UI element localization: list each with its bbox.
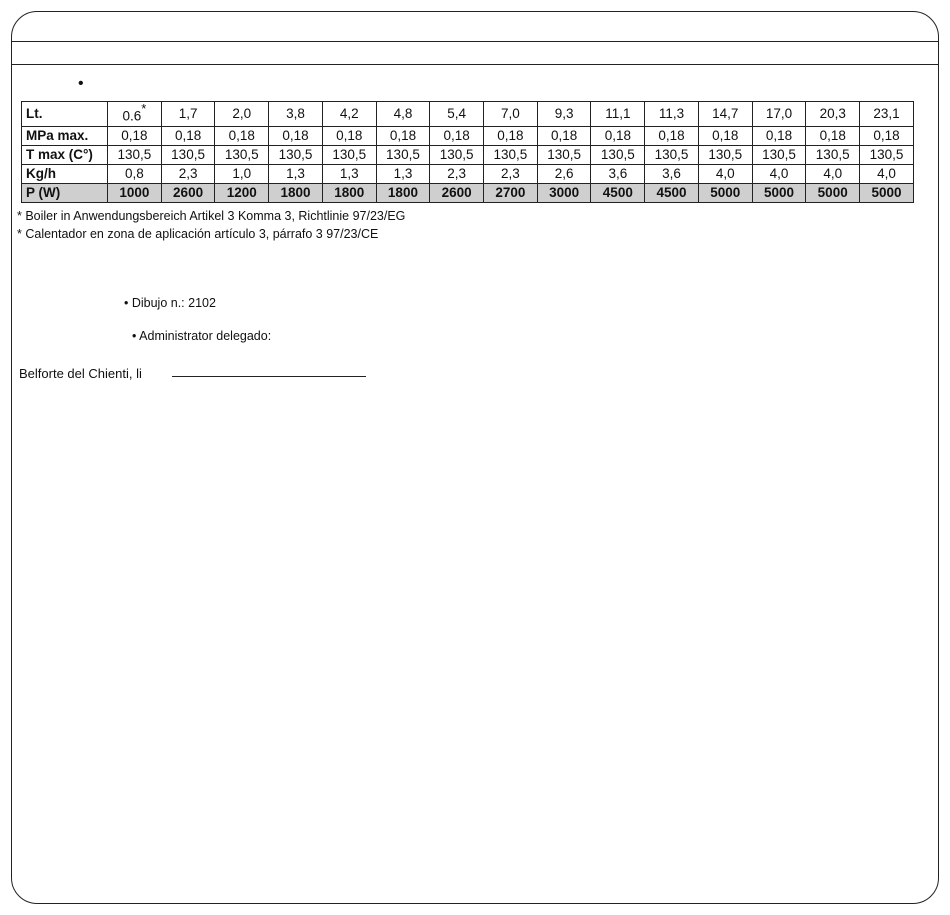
table-cell: 130,5: [215, 145, 269, 164]
table-cell: 0,18: [430, 126, 484, 145]
table-cell: 130,5: [484, 145, 538, 164]
table-row: [22, 102, 914, 127]
table-cell: 3,6: [591, 164, 645, 183]
footnote-german: * Boiler in Anwendungsbereich Artikel 3 Komma 3, Richtlinie 97/23/EG: [17, 209, 406, 223]
table-cell: 130,5: [806, 145, 860, 164]
table-cell: 1000: [108, 183, 162, 202]
row-label: T max (C°): [22, 145, 108, 164]
row-label: Kg/h: [22, 164, 108, 183]
table-cell: 4,0: [698, 164, 752, 183]
table-cell: 130,5: [537, 145, 591, 164]
table-row: [22, 183, 914, 202]
table-cell: 130,5: [591, 145, 645, 164]
table-cell: 130,5: [108, 145, 162, 164]
table-cell: 0,18: [752, 126, 806, 145]
table-cell: 0,18: [376, 126, 430, 145]
table-cell: 130,5: [322, 145, 376, 164]
table-cell: 4,0: [806, 164, 860, 183]
table-cell: 0,18: [322, 126, 376, 145]
table-cell: 4500: [591, 183, 645, 202]
table-cell: 9,3: [537, 102, 591, 127]
table-cell: 0,18: [537, 126, 591, 145]
table-cell: 5000: [698, 183, 752, 202]
table-cell: 11,1: [591, 102, 645, 127]
table-cell: 130,5: [376, 145, 430, 164]
table-cell: 2600: [430, 183, 484, 202]
table-row: [22, 126, 914, 145]
table-cell: 2,3: [161, 164, 215, 183]
table-cell: 2,3: [430, 164, 484, 183]
table-cell: 130,5: [860, 145, 914, 164]
table-cell: 0,18: [484, 126, 538, 145]
table-cell: 2,3: [484, 164, 538, 183]
table-cell: 0,8: [108, 164, 162, 183]
table-cell: 1,0: [215, 164, 269, 183]
table-cell: 4500: [645, 183, 699, 202]
table-cell: 17,0: [752, 102, 806, 127]
table-cell: 0,18: [161, 126, 215, 145]
administrator-label: • Administrator delegado:: [132, 329, 272, 343]
row-label: Lt.: [22, 102, 108, 127]
table-cell: 14,7: [698, 102, 752, 127]
place-date-label: Belforte del Chienti, li: [19, 366, 142, 381]
table-cell: 0,18: [108, 126, 162, 145]
table-cell: 1,3: [376, 164, 430, 183]
table-cell: 0,18: [698, 126, 752, 145]
table-cell: 0,18: [806, 126, 860, 145]
table-cell: 1,3: [269, 164, 323, 183]
table-cell: 1800: [322, 183, 376, 202]
table-cell: 20,3: [806, 102, 860, 127]
table-cell: 4,0: [860, 164, 914, 183]
table-cell: 130,5: [645, 145, 699, 164]
table-cell: 5000: [752, 183, 806, 202]
header-divider-bottom: [11, 64, 939, 65]
table-cell: 3,6: [645, 164, 699, 183]
table-cell: 0,18: [860, 126, 914, 145]
table-cell: 3000: [537, 183, 591, 202]
table-cell: 0,18: [269, 126, 323, 145]
table-cell: 0,18: [215, 126, 269, 145]
table-cell: 2,6: [537, 164, 591, 183]
table-cell: 23,1: [860, 102, 914, 127]
table-cell: 1800: [269, 183, 323, 202]
table-cell: 130,5: [430, 145, 484, 164]
table-cell: 0,18: [645, 126, 699, 145]
spec-table: [21, 101, 914, 203]
table-cell: 4,0: [752, 164, 806, 183]
asterisk-marker: *: [141, 101, 147, 116]
table-cell: 5000: [806, 183, 860, 202]
table-cell: 0.6*: [108, 102, 162, 127]
row-label: P (W): [22, 183, 108, 202]
drawing-number: • Dibujo n.: 2102: [124, 296, 216, 310]
bullet-marker: •: [78, 75, 84, 92]
table-cell: 1800: [376, 183, 430, 202]
table-cell: 5000: [860, 183, 914, 202]
table-cell: 2600: [161, 183, 215, 202]
table-cell: 1,3: [322, 164, 376, 183]
table-cell: 3,8: [269, 102, 323, 127]
table-cell: 4,2: [322, 102, 376, 127]
table-row: [22, 145, 914, 164]
table-cell: 4,8: [376, 102, 430, 127]
table-cell: 11,3: [645, 102, 699, 127]
table-cell: 1200: [215, 183, 269, 202]
header-divider-top: [11, 41, 939, 42]
table-cell: 130,5: [161, 145, 215, 164]
table-cell: 7,0: [484, 102, 538, 127]
footnote-spanish: * Calentador en zona de aplicación artículo 3, párrafo 3 97/23/CE: [17, 227, 379, 241]
table-cell: 130,5: [752, 145, 806, 164]
signature-date-line: [172, 376, 366, 377]
table-cell: 2700: [484, 183, 538, 202]
table-cell: 2,0: [215, 102, 269, 127]
row-label: MPa max.: [22, 126, 108, 145]
table-row: [22, 164, 914, 183]
table-cell: 1,7: [161, 102, 215, 127]
table-cell: 0,18: [591, 126, 645, 145]
table-cell: 5,4: [430, 102, 484, 127]
table-cell: 130,5: [698, 145, 752, 164]
table-cell: 130,5: [269, 145, 323, 164]
